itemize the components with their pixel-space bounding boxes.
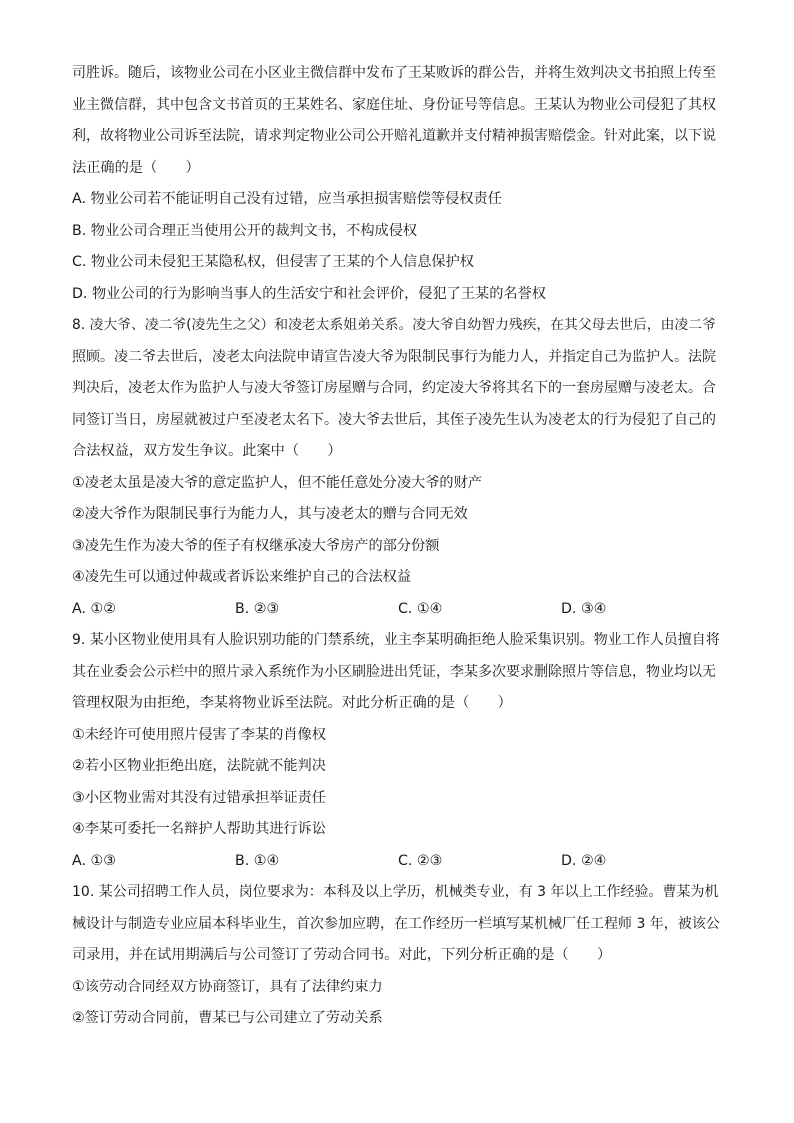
question-8-choice-c: C. ①④: [398, 600, 443, 617]
question-9-stem-line: 其在业委会公示栏中的照片录入系统作为小区刷脸进出凭证，李某多次要求删除照片等信息，物业均以无: [72, 663, 716, 680]
question-9-choice-b: B. ①④: [235, 852, 280, 869]
question-8: [72, 310, 724, 625]
question-8-stem-line: 同签订当日，房屋就被过户至凌老太名下。凌大爷去世后，其侄子凌先生认为凌老太的行为侵犯了自己的: [72, 411, 716, 428]
question-8-statement-3: ③凌先生作为凌大爷的侄子有权继承凌大爷房产的部分份额: [72, 537, 440, 554]
question-7-option-c: C. 物业公司未侵犯王某隐私权，但侵害了王某的个人信息保护权: [72, 254, 474, 270]
question-8-statement-1: ①凌老太虽是凌大爷的意定监护人，但不能任意处分凌大爷的财产: [72, 474, 482, 491]
question-10-statement-1: ①该劳动合同经双方协商签订，具有了法律约束力: [72, 978, 383, 995]
question-9-stem-line: 9. 某小区物业使用具有人脸识别功能的门禁系统，业主李某明确拒绝人脸采集识别。物业工作人员擅自将: [72, 632, 720, 648]
question-9-stem-line: 管理权限为由拒绝，李某将物业诉至法院。对此分析正确的是（ ）: [72, 695, 512, 711]
question-8-stem-line: 照顾。凌二爷去世后，凌老太向法院申请宣告凌大爷为限制民事行为能力人，并指定自己为监护人。法院: [72, 348, 716, 365]
question-9-choices: [72, 846, 724, 878]
question-9-statement-2: ②若小区物业拒绝出庭，法院就不能判决: [72, 758, 326, 774]
question-8-statement-2: ②凌大爷作为限制民事行为能力人，其与凌老太的赠与合同无效: [72, 506, 468, 522]
question-7-stem-line: 司胜诉。随后，该物业公司在小区业主微信群中发布了王某败诉的群公告，并将生效判决文书拍照上传至: [72, 65, 716, 81]
question-10-stem-line: 10. 某公司招聘工作人员，岗位要求为：本科及以上学历，机械类专业，有 3 年以上工作经验。曹某为机: [72, 884, 719, 900]
question-8-stem-line: 8. 凌大爷、凌二爷(凌先生之父）和凌老太系姐弟关系。凌大爷自幼智力残疾，在其父母去世后，由凌二爷: [72, 317, 716, 333]
question-7: [72, 58, 724, 310]
document-page: [72, 58, 724, 1035]
question-9-choice-d: D. ②④: [561, 852, 607, 869]
question-8-stem-line: 判决后，凌老太作为监护人与凌大爷签订房屋赠与合同，约定凌大爷将其名下的一套房屋赠与凌老太。合: [72, 380, 716, 396]
question-10-stem-line: 械设计与制造专业应届本科毕业生，首次参加应聘，在工作经历一栏填写某机械厂任工程师 3 年，被该公: [72, 915, 720, 932]
question-7-stem-line: 利，故将物业公司诉至法院，请求判定物业公司公开赔礼道歉并支付精神损害赔偿金。针对此案，以下说: [72, 128, 716, 144]
question-9: [72, 625, 724, 877]
question-7-stem-line: 法正确的是（ ）: [72, 159, 200, 176]
question-8-statement-4: ④凌先生可以通过仲裁或者诉讼来维护自己的合法权益: [72, 569, 412, 585]
question-9-choice-c: C. ②③: [398, 852, 443, 869]
question-8-choice-a: A. ①②: [72, 600, 116, 617]
question-9-statement-3: ③小区物业需对其没有过错承担举证责任: [72, 789, 326, 806]
question-9-statement-1: ①未经许可使用照片侵害了李某的肖像权: [72, 726, 326, 743]
question-7-stem-line: 业主微信群，其中包含文书首页的王某姓名、家庭住址、身份证号等信息。王某认为物业公司侵犯了其权: [72, 96, 716, 113]
question-8-stem-line: 合法权益，双方发生争议。此案中（ ）: [72, 443, 342, 459]
question-10-statement-2: ②签订劳动合同前，曹某已与公司建立了劳动关系: [72, 1010, 383, 1026]
question-8-choice-d: D. ③④: [561, 600, 607, 617]
question-7-option-a: A. 物业公司若不能证明自己没有过错，应当承担损害赔偿等侵权责任: [72, 191, 502, 207]
question-9-choice-a: A. ①③: [72, 852, 116, 869]
question-9-statement-4: ④李某可委托一名辩护人帮助其进行诉讼: [72, 821, 326, 837]
question-8-choice-b: B. ②③: [235, 600, 280, 617]
question-8-choices: [72, 594, 724, 626]
question-10-stem-line: 司录用，并在试用期满后与公司签订了劳动合同书。对此，下列分析正确的是（ ）: [72, 947, 612, 963]
question-7-option-d: D. 物业公司的行为影响当事人的生活安宁和社会评价，侵犯了王某的名誉权: [72, 285, 546, 302]
question-10: [72, 877, 724, 1035]
question-7-option-b: B. 物业公司合理正当使用公开的裁判文书，不构成侵权: [72, 222, 418, 239]
